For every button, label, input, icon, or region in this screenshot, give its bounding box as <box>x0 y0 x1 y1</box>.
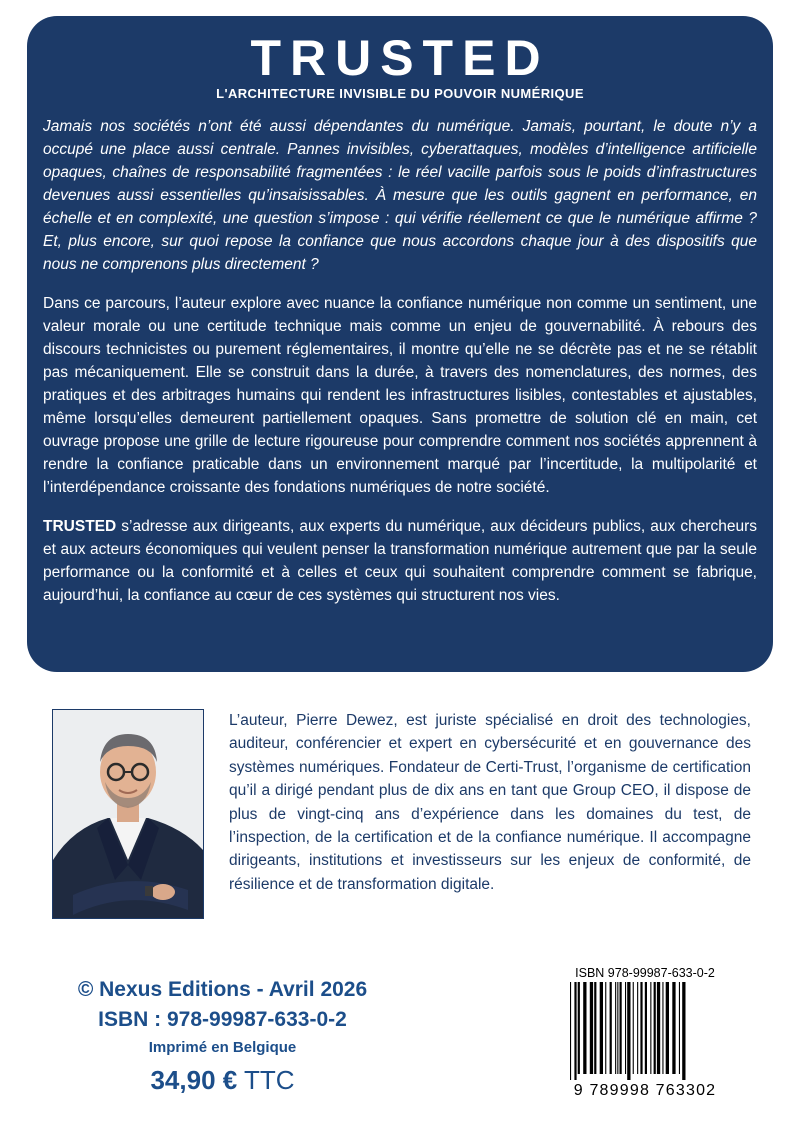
barcode-bar <box>627 982 630 1080</box>
barcode-bar <box>620 982 622 1074</box>
barcode-bar <box>600 982 603 1074</box>
intro-paragraph: Jamais nos sociétés n’ont été aussi dépendantes du numérique. Jamais, pourtant, le doute n’y a occupé une place aussi centrale. Pannes invisibles, cyberattaques, modèles d’intelligence artificielle opaques, chaînes de responsabilité fragmentées : le réel vacille parfois sous le poids d’infrastructures devenues aussi essentielles qu’insaisissables. À mesure que les outils gagnent en performance, en échelle et en complexité, une question s’impose : qui vérifie réellement ce que le numérique affirme ? Et, plus encore, sur quoi repose la confiance que nous accordons chaque jour à des dispositifs que nous ne comprenons plus directement ? <box>43 118 757 273</box>
barcode-bar <box>654 982 656 1074</box>
barcode-bar <box>682 982 685 1080</box>
isbn-line: ISBN : 978-99987-633-0-2 <box>98 1008 347 1031</box>
book-subtitle: L'ARCHITECTURE INVISIBLE DU POUVOIR NUMÉRIQUE <box>216 86 584 101</box>
barcode-bar <box>666 982 669 1074</box>
publication-info <box>60 975 385 1099</box>
barcode-bar <box>650 982 651 1074</box>
barcode-bar <box>633 982 634 1074</box>
barcode-bar <box>590 982 593 1074</box>
printed-line: Imprimé en Belgique <box>148 1039 297 1056</box>
book-title: TRUSTED <box>250 30 550 86</box>
price <box>60 1061 385 1099</box>
barcode-bar <box>594 982 596 1074</box>
barcode-bar <box>637 982 638 1074</box>
barcode-bar <box>625 982 626 1074</box>
price-suffix: TTC <box>237 1065 295 1095</box>
isbn-barcode <box>568 982 716 1080</box>
barcode-bar <box>570 982 571 1080</box>
author-bio: L’auteur, Pierre Dewez, est juriste spécialisé en droit des technologies, auditeur, conférencier et expert en cybersécurité et en gouvernance des systèmes numériques. Fondateur de Certi-Trust, l’organisme de certification qu’il a dirigé pendant plus de dix ans en tant que Group CEO, il dispose de plus de vingt-cinq ans d’expérience dans les domaines du test, de l’inspection, de la certification et de la confiance numérique. Il accompagne dirigeants, institutions et investisseurs sur les enjeux de conformité, de résilience et de transformation digitale. <box>229 712 751 893</box>
barcode-bar <box>615 982 616 1074</box>
body-paragraph: Dans ce parcours, l’auteur explore avec nuance la confiance numérique non comme un sentiment, une valeur morale ou une certitude technique mais comme un enjeu de gouvernabilité. À rebours des discours technicistes ou purement réglementaires, il montre qu’elle ne se décrète pas et ne se rétablit pas mécaniquement. Elle se construit dans la durée, à travers des nomenclatures, des normes, des pratiques et des arbitrages humains qui rendent les infrastructures lisibles, contestables et ajustables, même lorsqu’elles demeurent partiellement opaques. Sans promettre de solution clé en main, cet ouvrage propose une grille de lecture rigoureuse pour comprendre comment nos sociétés apprennent à rendre la confiance praticable dans un environnement marqué par l’incertitude, la multipolarité et l’interdépendance croissante des fondations numériques de notre société. <box>43 295 757 496</box>
author-portrait-illustration <box>53 710 203 918</box>
barcode-bar <box>578 982 580 1074</box>
barcode-bar <box>583 982 586 1074</box>
publisher-line: © Nexus Editions - Avril 2026 <box>77 978 368 1001</box>
barcode-bar <box>672 982 675 1074</box>
back-cover-panel <box>27 16 773 672</box>
barcode-bar <box>645 982 647 1074</box>
barcode-digits: 9 789998 763302 <box>573 1082 717 1099</box>
audience-text: s’adresse aux dirigeants, aux experts du numérique, aux décideurs publics, aux chercheurs et aux acteurs économiques qui veulent penser la transformation numérique autrement que par la seule performance ou la conformité et à celles et ceux qui souhaitent comprendre comment se fabrique, aujourd’hui, la confiance au cœur de ces systèmes qui structurent nos vies. <box>43 518 757 604</box>
barcode-bar <box>662 982 663 1074</box>
barcode-bar <box>605 982 606 1074</box>
price-value: 34,90 € <box>150 1065 238 1095</box>
barcode-bar <box>657 982 660 1074</box>
author-photo <box>52 709 204 919</box>
barcode-bar <box>617 982 618 1074</box>
barcode-bar <box>679 982 680 1074</box>
audience-paragraph <box>43 515 757 607</box>
barcode-bar <box>640 982 642 1074</box>
barcode-bar <box>574 982 576 1080</box>
barcode-bar <box>610 982 612 1074</box>
audience-lead: TRUSTED <box>43 518 117 535</box>
barcode-isbn-label: ISBN 978-99987-633-0-2 <box>575 966 715 980</box>
